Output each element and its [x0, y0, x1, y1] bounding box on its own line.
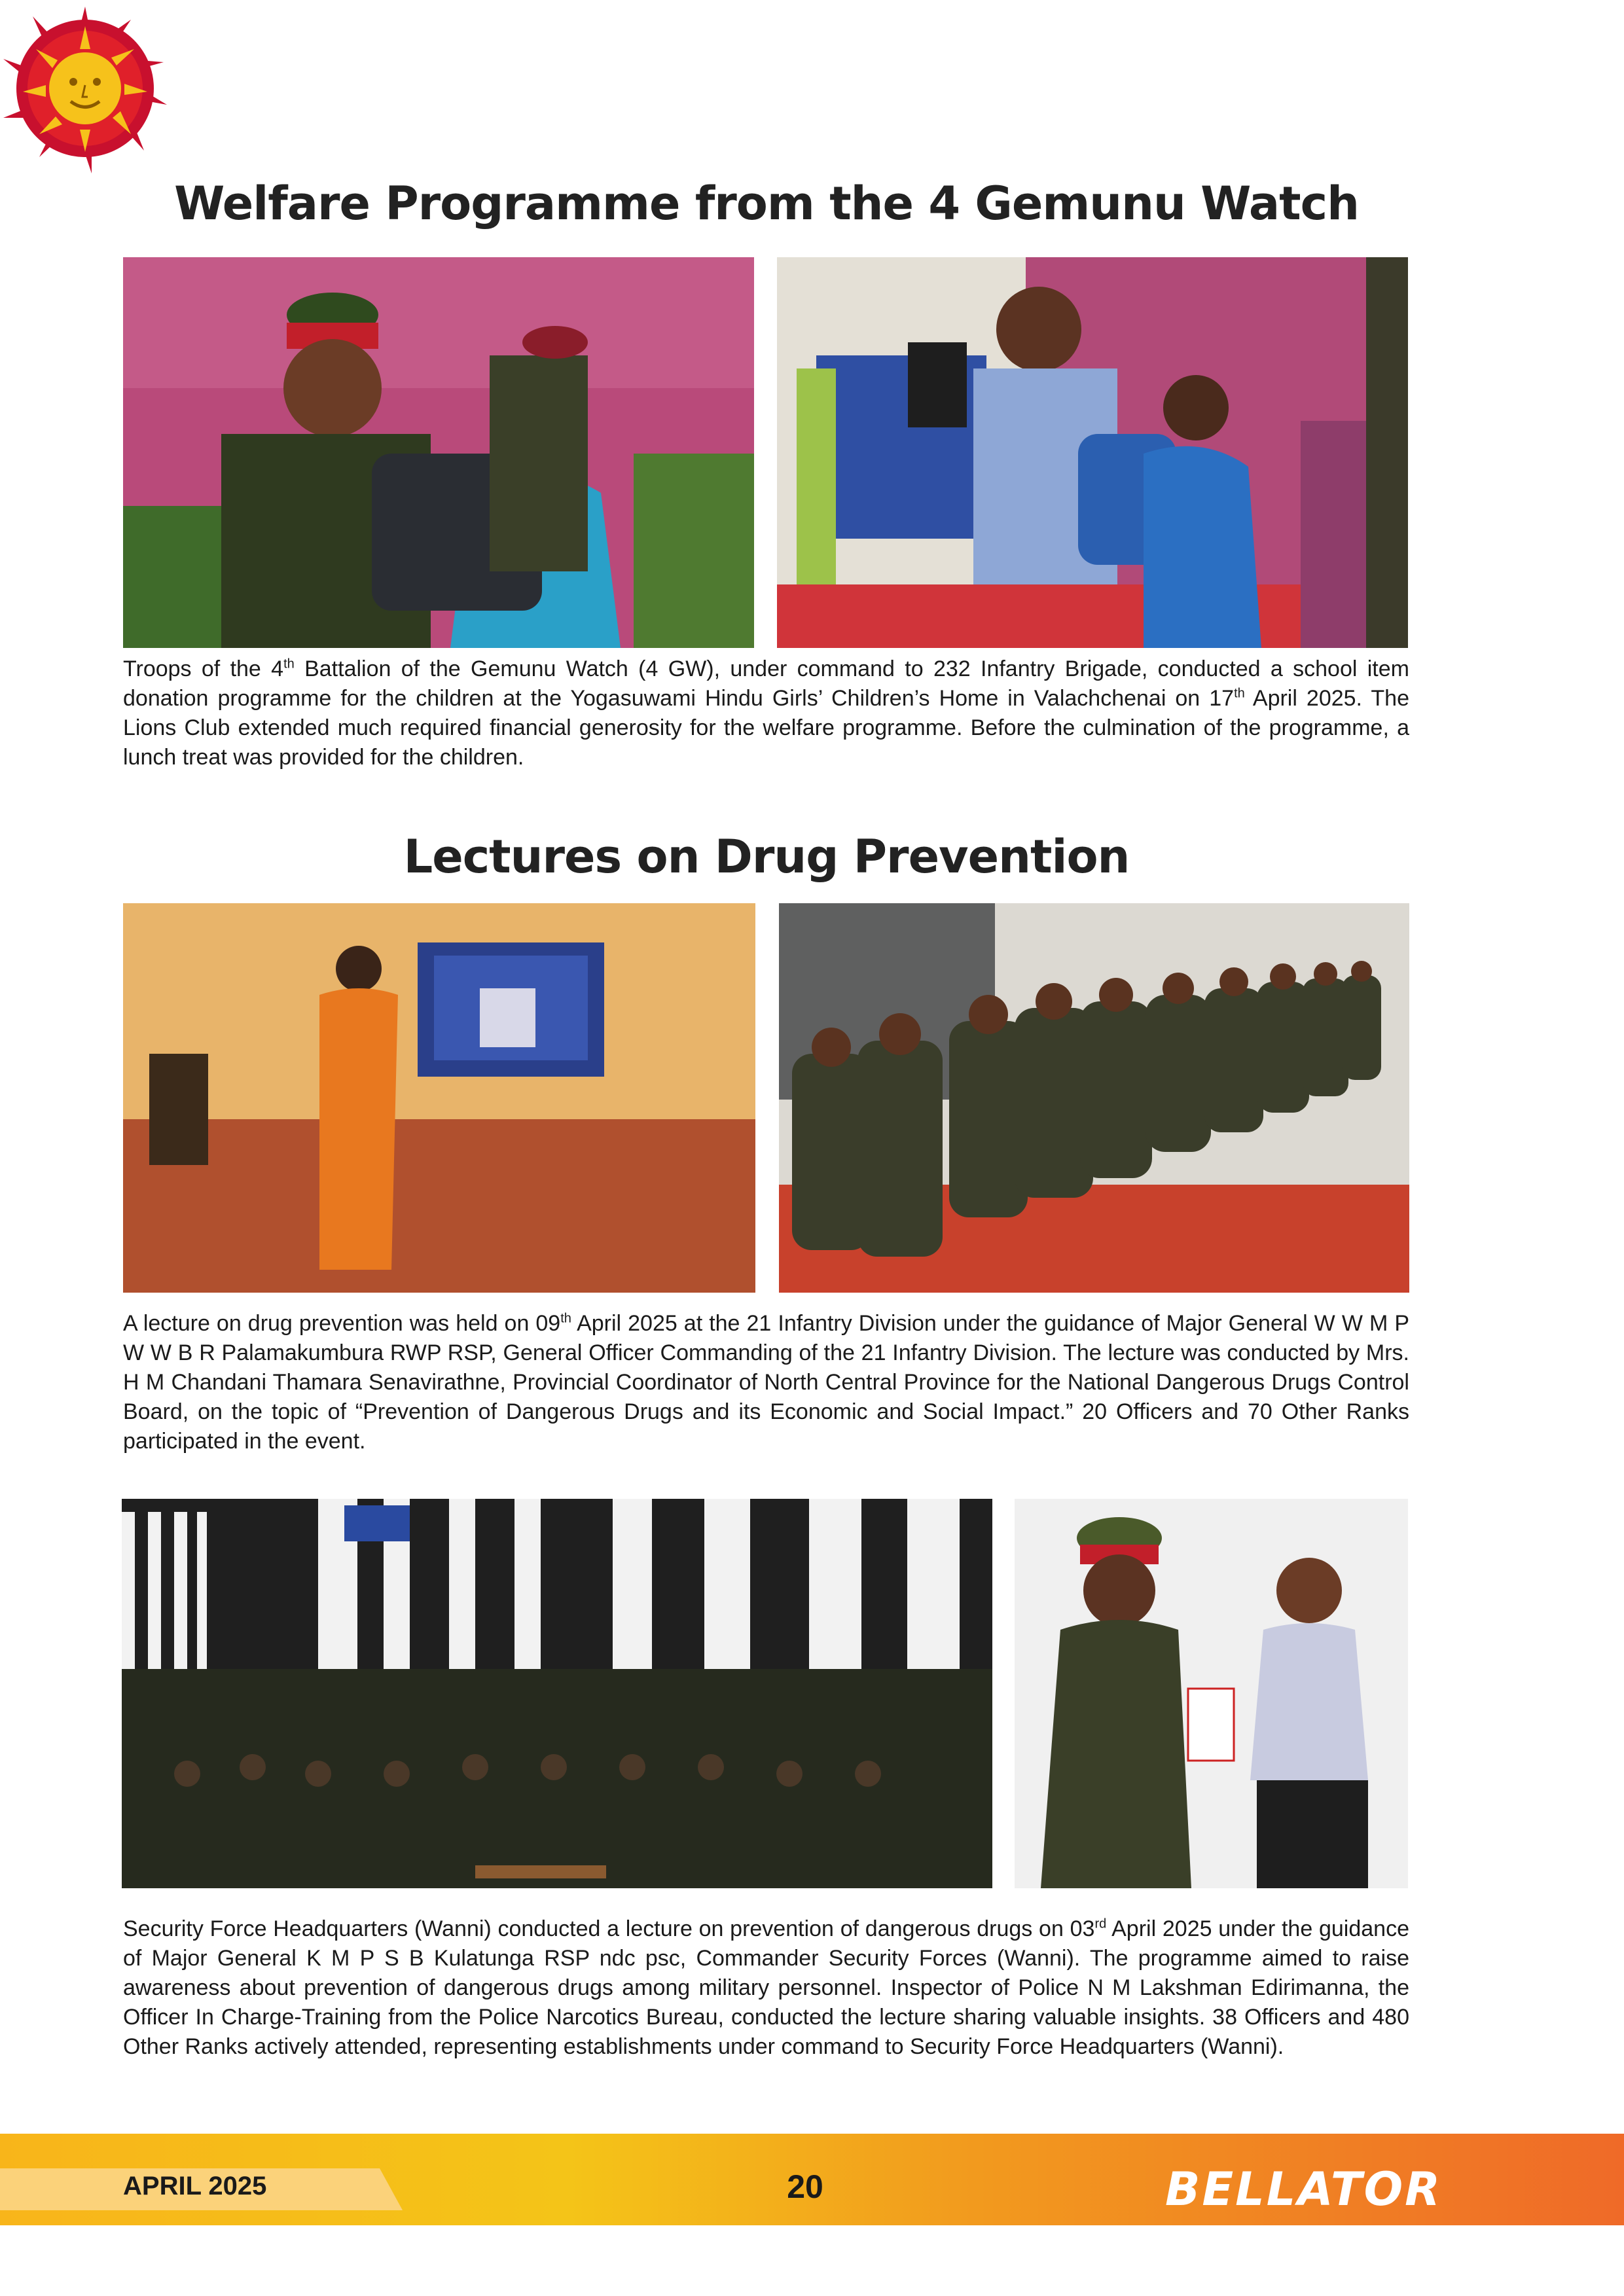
photo-lecturer-on-stage	[123, 903, 755, 1293]
photo-civilian-presenting-bag	[777, 257, 1408, 648]
photo-auditorium-audience	[122, 1499, 992, 1888]
article-title-welfare: Welfare Programme from the 4 Gemunu Watch	[174, 177, 1359, 230]
sun-emblem-icon	[0, 0, 177, 177]
article-drug-caption-wanni: Security Force Headquarters (Wanni) conducted a lecture on prevention of dangerous drugs on 03rd April 2025 under the guidance of Major General K M P S B Kulatunga RSP ndc psc, Commander Security Forces (Wanni). The programme aimed to raise awareness about prevention of dangerous drugs among military personnel. Inspector of Police N M Lakshman Edirimanna, the Officer In Charge-Training from the Police Narcotics Bureau, conducted the lecture sharing valuable insights. 38 Officers and 480 Other Ranks actively attended, representing establishments under command to Security Force Headquarters (Wanni).	[123, 1916, 1409, 2059]
article-title-drug-prevention: Lectures on Drug Prevention	[403, 830, 1130, 884]
photo-presentation-of-memento	[1015, 1499, 1408, 1888]
page-number: 20	[787, 2168, 823, 2205]
footer-issue-date: APRIL 2025	[123, 2172, 267, 2200]
article-welfare-caption: Troops of the 4th Battalion of the Gemunu Watch (4 GW), under command to 232 Infantry Brigade, conducted a school item donation programme for the children at the Yogasuwami Hindu Girls’ Children’s Home in Valachchenai on 17th April 2025. The Lions Club extended much required financial generosity for the welfare programme. Before the culmination of the programme, a lunch treat was provided for the children.	[123, 656, 1409, 770]
photo-seated-soldiers-audience	[779, 903, 1409, 1293]
photo-officer-presenting-bag	[123, 257, 754, 648]
magazine-brand: BELLATOR	[1165, 2162, 1443, 2216]
article-drug-caption-21-div: A lecture on drug prevention was held on 09th April 2025 at the 21 Infantry Division under the guidance of Major General W W M P W W B R Palamakumbura RWP RSP, General Officer Commanding of the 21 Infantry Division. The lecture was conducted by Mrs. H M Chandani Thamara Senavirathne, Provincial Coordinator of North Central Province for the National Dangerous Drugs Control Board, on the topic of “Prevention of Dangerous Drugs and its Economic and Social Impact.” 20 Officers and 70 Other Ranks participated in the event.	[123, 1311, 1409, 1454]
